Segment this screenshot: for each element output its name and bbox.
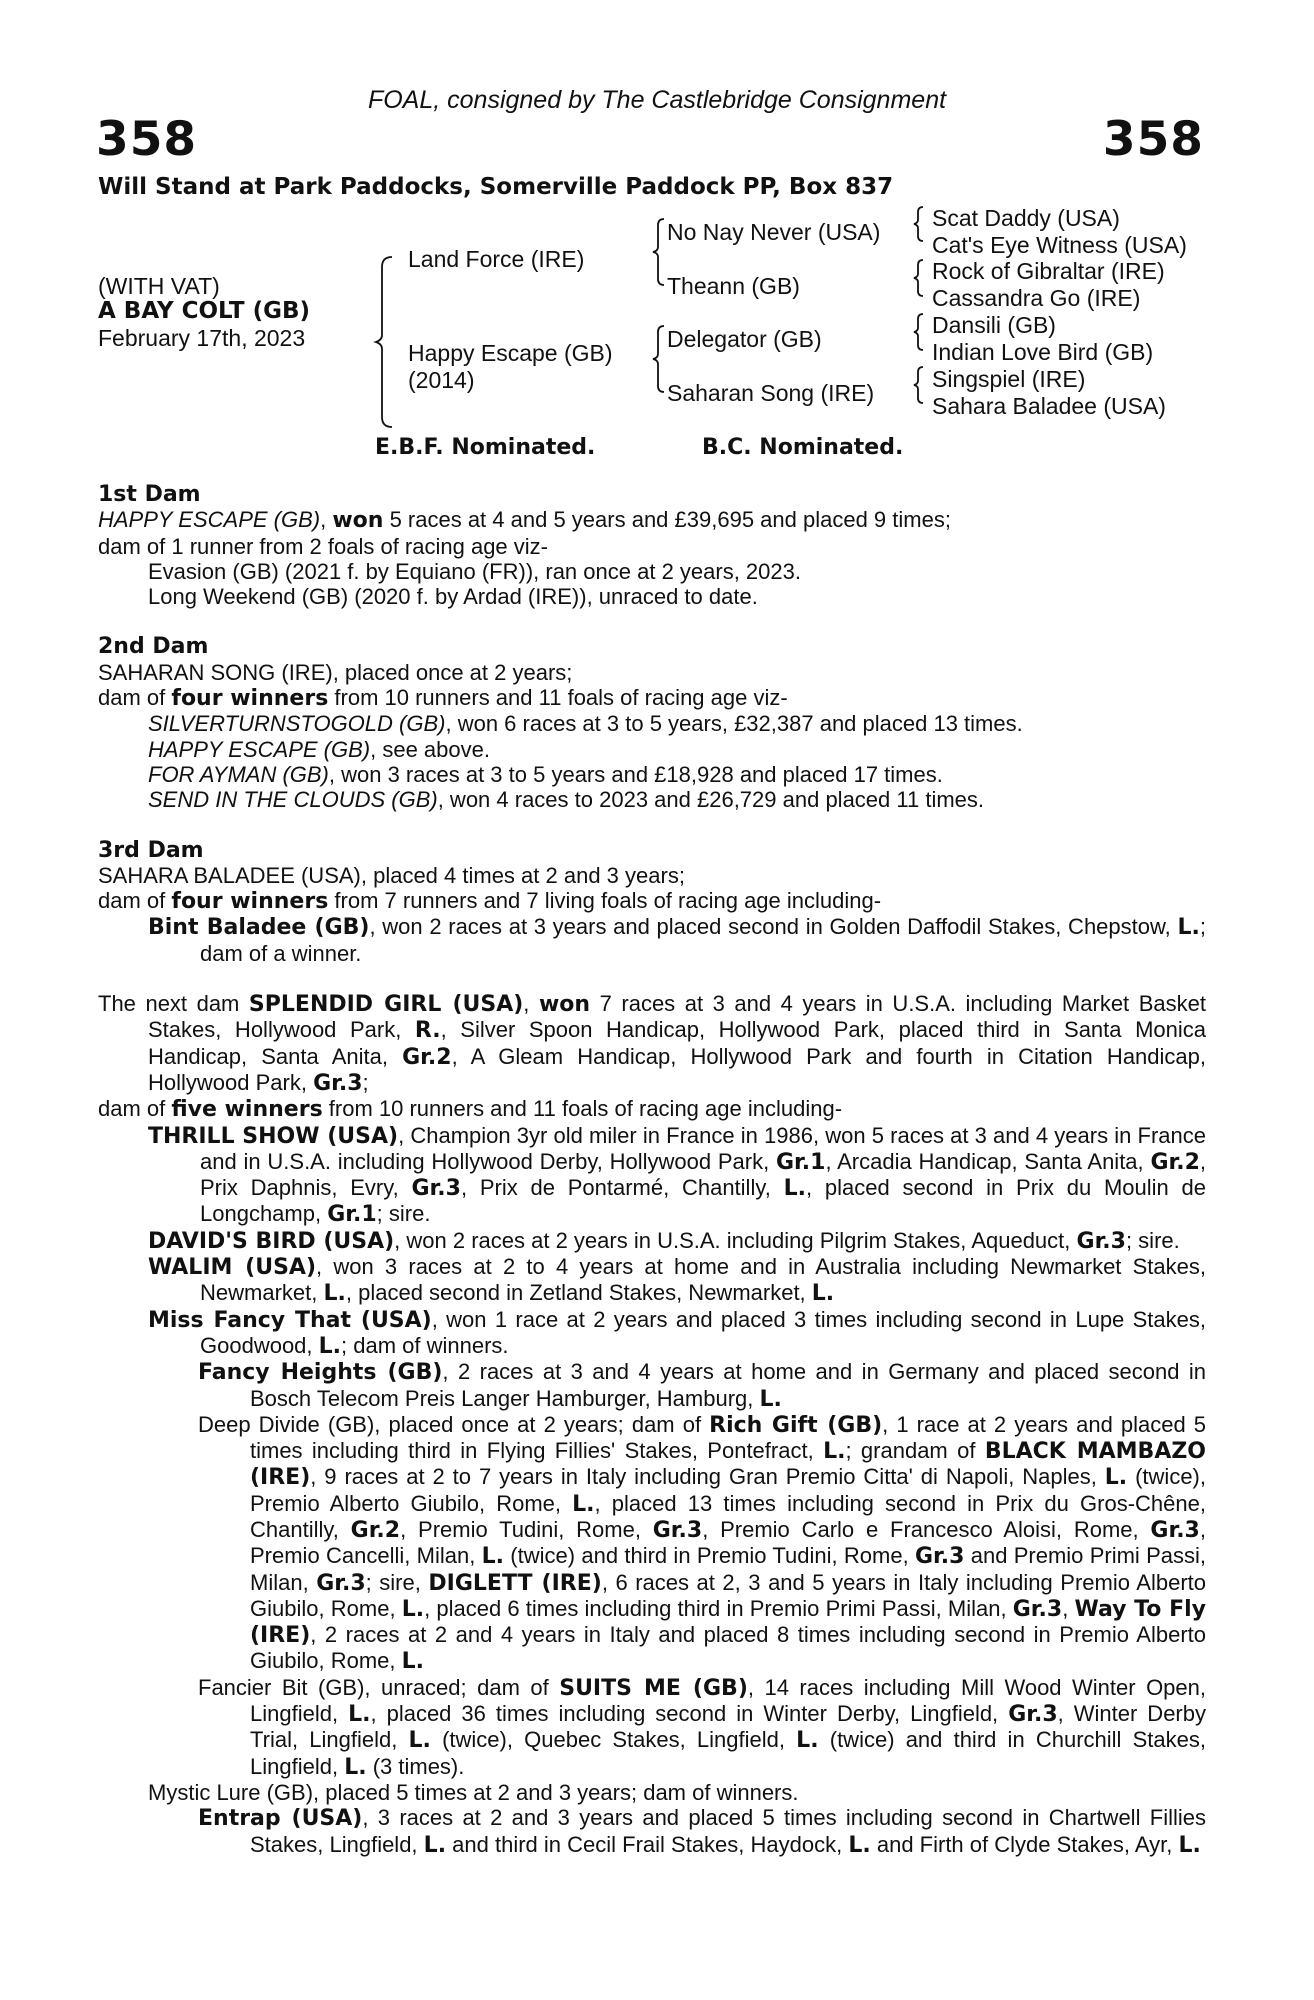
next-dam-record: The next dam SPLENDID GIRL (USA), won 7 races at 3 and 4 years in U.S.A. including Market Basket Stakes, Hollywood Park, R., Silver Spoon Handicap, Hollywood Park, placed third in Santa Monica Handicap, Santa Anita, Gr.2, A Gleam Handicap, Hollywood Park and fourth in Citation Handicap, Hollywood Park, Gr.3; [98,991,1206,1096]
granddam-1: Cat's Eye Witness (USA) [932,232,1187,258]
first-dam-dam-of: dam of 1 runner from 2 foals of racing age viz- [98,533,548,559]
horse-name: A BAY COLT (GB) [98,298,311,324]
produce-item: Mystic Lure (GB), placed 5 times at 2 and 3 years; dam of winners. [148,1779,799,1805]
brace-g1 [914,207,923,241]
first-dam-heading: 1st Dam [98,482,201,507]
consignment-line: FOAL, consigned by The Castlebridge Consignment [367,86,947,114]
produce-item: Bint Baladee (GB), won 2 races at 3 years and placed second in Golden Daffodil Stakes, Chepstow, L.; dam of a winner. [148,914,1206,966]
grandsire-4: Singspiel (IRE) [932,366,1086,392]
second-dam-dam-of: dam of four winners from 10 runners and 11 foals of racing age viz- [98,685,788,712]
vat-note: (WITH VAT) [98,273,220,299]
third-dam-dam-of: dam of four winners from 7 runners and 7 living foals of racing age including- [98,888,882,915]
lot-number-left: 358 [96,112,198,167]
stand-location: Will Stand at Park Paddocks, Somerville Paddock PP, Box 837 [98,174,894,200]
dam-name: Happy Escape (GB) [408,340,613,366]
second-dam-heading: 2nd Dam [98,634,209,660]
dam-year: (2014) [408,367,475,393]
produce-subitem: Entrap (USA), 3 races at 2 and 3 years and placed 5 times including second in Chartwell Fillies Stakes, Lingfield, L. and third in Cecil Frail Stakes, Haydock, L. and Firth of Clyde Stakes, Ayr, L. [198,1805,1206,1858]
brace-dam [653,326,664,392]
foaling-date: February 17th, 2023 [98,325,306,351]
third-dam-heading: 3rd Dam [98,837,204,863]
ebf-nomination: E.B.F. Nominated. [375,435,596,460]
produce-item: HAPPY ESCAPE (GB), see above. [148,736,490,762]
sire-dam: Theann (GB) [667,273,800,299]
grandsire-3: Dansili (GB) [932,312,1056,338]
produce-subitem: Fancy Heights (GB), 2 races at 3 and 4 years at home and in Germany and placed second in Bosch Telecom Preis Langer Hamburger, Hamburg, L. [198,1359,1207,1412]
brace-main [376,257,392,427]
catalogue-body [98,482,1206,1858]
produce-item: FOR AYMAN (GB), won 3 races at 3 to 5 years and £18,928 and placed 17 times. [148,761,943,787]
brace-g4 [914,367,923,403]
produce-item: WALIM (USA), won 3 races at 2 to 4 years at home and in Australia including Newmarket Stakes, Newmarket, L., placed second in Zetland Stakes, Newmarket, L. [148,1254,1206,1307]
bc-nomination: B.C. Nominated. [702,435,904,460]
granddam-2: Cassandra Go (IRE) [932,285,1141,311]
next-dam-dam-of: dam of five winners from 10 runners and 11 foals of racing age including- [98,1096,843,1123]
third-dam-record: SAHARA BALADEE (USA), placed 4 times at 2 and 3 years; [98,862,685,888]
sire-name: Land Force (IRE) [408,246,585,272]
dam-sire: Delegator (GB) [667,326,822,352]
produce-subitem: Fancier Bit (GB), unraced; dam of SUITS ME (GB), 14 races including Mill Wood Winter Open, Lingfield, L., placed 36 times including second in Winter Derby, Lingfield, Gr.3, Winter Derby Trial, Lingfield, L. (twice), Quebec Stakes, Lingfield, L. (twice) and third in Churchill Stakes, Lingfield, L. (3 times). [198,1674,1206,1780]
produce-item: Miss Fancy That (USA), won 1 race at 2 years and placed 3 times including second in Lupe Stakes, Goodwood, L.; dam of winners. [148,1306,1206,1359]
lot-number-right: 358 [1102,112,1204,167]
grandsire-2: Rock of Gibraltar (IRE) [932,258,1165,284]
produce-item: Long Weekend (GB) (2020 f. by Ardad (IRE)), unraced to date. [148,584,758,610]
grandsire-1: Scat Daddy (USA) [932,205,1120,231]
produce-subitem: Deep Divide (GB), placed once at 2 years; dam of Rich Gift (GB), 1 race at 2 years and placed 5 times including third in Flying Fillies' Stakes, Pontefract, L.; grandam of BLACK MAMBAZO (IRE), 9 races at 2 to 7 years in Italy including Gran Premio Citta' di Napoli, Naples, L. (twice), Premio Alberto Giubilo, Rome, L., placed 13 times including second in Prix du Gros-Chêne, Chantilly, Gr.2, Premio Tudini, Rome, Gr.3, Premio Carlo e Francesco Aloisi, Rome, Gr.3, Premio Cancelli, Milan, L. (twice) and third in Premio Tudini, Rome, Gr.3 and Premio Primi Passi, Milan, Gr.3; sire, DIGLETT (IRE), 6 races at 2, 3 and 5 years in Italy including Premio Alberto Giubilo, Rome, L., placed 6 times including third in Premio Primi Passi, Milan, Gr.3, Way To Fly (IRE), 2 races at 2 and 4 years in Italy and placed 8 times including second in Premio Alberto Giubilo, Rome, L. [198,1411,1207,1675]
produce-item: DAVID'S BIRD (USA), won 2 races at 2 years in U.S.A. including Pilgrim Stakes, Aqueduct, Gr.3; sire. [148,1227,1180,1254]
granddam-3: Indian Love Bird (GB) [932,339,1154,365]
produce-item: THRILL SHOW (USA), Champion 3yr old miler in France in 1986, won 5 races at 3 and 4 years in France and in U.S.A. including Hollywood Derby, Hollywood Park, Gr.1, Arcadia Handicap, Santa Anita, Gr.2, Prix Daphnis, Evry, Gr.3, Prix de Pontarmé, Chantilly, L., placed second in Prix du Moulin de Longchamp, Gr.1; sire. [148,1122,1207,1228]
produce-item: SEND IN THE CLOUDS (GB), won 4 races to 2023 and £26,729 and placed 11 times. [148,787,985,813]
second-dam-record: SAHARAN SONG (IRE), placed once at 2 years; [98,659,573,685]
granddam-4: Sahara Baladee (USA) [932,393,1166,419]
brace-g2 [914,260,923,296]
sire-sire: No Nay Never (USA) [667,219,881,245]
produce-item: Evasion (GB) (2021 f. by Equiano (FR)), ran once at 2 years, 2023. [148,558,801,584]
brace-g3 [914,314,923,350]
dam-dam: Saharan Song (IRE) [667,380,875,406]
brace-sire [653,219,664,285]
produce-item: SILVERTURNSTOGOLD (GB), won 6 races at 3 to 5 years, £32,387 and placed 13 times. [148,711,1023,737]
first-dam-record: HAPPY ESCAPE (GB), won 5 races at 4 and 5 years and £39,695 and placed 9 times; [98,507,951,534]
